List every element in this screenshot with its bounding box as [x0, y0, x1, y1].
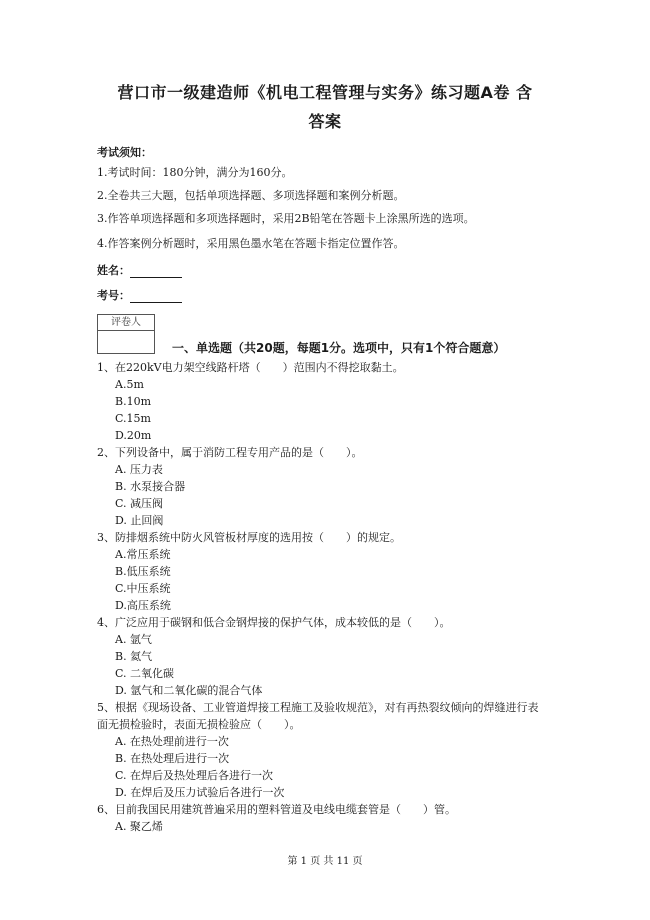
- notice-item: 2.全卷共三大题，包括单项选择题、多项选择题和案例分析题。: [97, 189, 405, 202]
- notice-item: 3.作答单项选择题和多项选择题时，采用2B铅笔在答题卡上涂黑所选的选项。: [97, 212, 475, 225]
- question-stem: 4、广泛应用于碳钢和低合金钢焊接的保护气体，成本较低的是（ ）。: [97, 616, 451, 629]
- question-option: C. 二氧化碳: [115, 667, 175, 680]
- question-option: C.中压系统: [115, 582, 171, 595]
- question-option: A. 压力表: [115, 463, 163, 476]
- question-option: C. 在焊后及热处理后各进行一次: [115, 769, 274, 782]
- id-field: [97, 289, 182, 303]
- name-label: 姓名：: [97, 264, 130, 277]
- question-option: A. 在热处理前进行一次: [115, 735, 229, 748]
- question-option: B. 水泵接合器: [115, 480, 186, 493]
- question-stem: 5、根据《现场设备、工业管道焊接工程施工及验收规范》，对有再热裂纹倾向的焊缝进行表: [97, 701, 539, 714]
- page-footer: 第 1 页 共 11 页: [287, 856, 363, 867]
- notice-heading: 考试须知：: [97, 146, 152, 159]
- name-field: [97, 264, 182, 278]
- id-blank[interactable]: [130, 290, 182, 303]
- question-option: D.高压系统: [115, 599, 171, 612]
- score-box-header: 评卷人: [98, 315, 154, 331]
- question-option: B. 氦气: [115, 650, 153, 663]
- question-option: A. 氩气: [115, 633, 152, 646]
- notice-item: 4.作答案例分析题时，采用黑色墨水笔在答题卡指定位置作答。: [97, 237, 405, 250]
- question-option: A. 聚乙烯: [115, 820, 163, 833]
- question-stem: 6、目前我国民用建筑普遍采用的塑料管道及电线电缆套管是（ ）管。: [97, 803, 456, 816]
- name-blank[interactable]: [130, 265, 182, 278]
- question-option: D.20m: [115, 429, 152, 442]
- question-stem: 2、下列设备中，属于消防工程专用产品的是（ ）。: [97, 446, 363, 459]
- notice-item: 1.考试时间：180分钟，满分为160分。: [97, 166, 293, 179]
- question-option: D. 氩气和二氧化碳的混合气体: [115, 684, 263, 697]
- question-option: B.10m: [115, 395, 152, 408]
- question-option: D. 在焊后及压力试验后各进行一次: [115, 786, 285, 799]
- id-label: 考号：: [97, 289, 130, 302]
- question-option: C. 减压阀: [115, 497, 164, 510]
- question-option: A.常压系统: [115, 548, 171, 561]
- question-option: D. 止回阀: [115, 514, 164, 527]
- question-stem: 3、防排烟系统中防火风管板材厚度的选用按（ ）的规定。: [97, 531, 401, 544]
- question-stem: 1、在220kV电力架空线路杆塔（ ）范围内不得挖取黏土。: [97, 361, 404, 374]
- question-option: A.5m: [115, 378, 144, 391]
- document-title-line2: 答案: [308, 112, 342, 131]
- question-option: B.低压系统: [115, 565, 171, 578]
- document-title-line1: 营口市一级建造师《机电工程管理与实务》练习题A卷 含: [117, 83, 533, 102]
- question-option: B. 在热处理后进行一次: [115, 752, 230, 765]
- section-heading: 一、单选题（共20题，每题1分。选项中，只有1个符合题意）: [172, 341, 506, 355]
- question-option: C.15m: [115, 412, 151, 425]
- score-box: [97, 314, 155, 354]
- question-stem-continued: 面无损检验时，表面无损检验应（ ）。: [97, 718, 301, 731]
